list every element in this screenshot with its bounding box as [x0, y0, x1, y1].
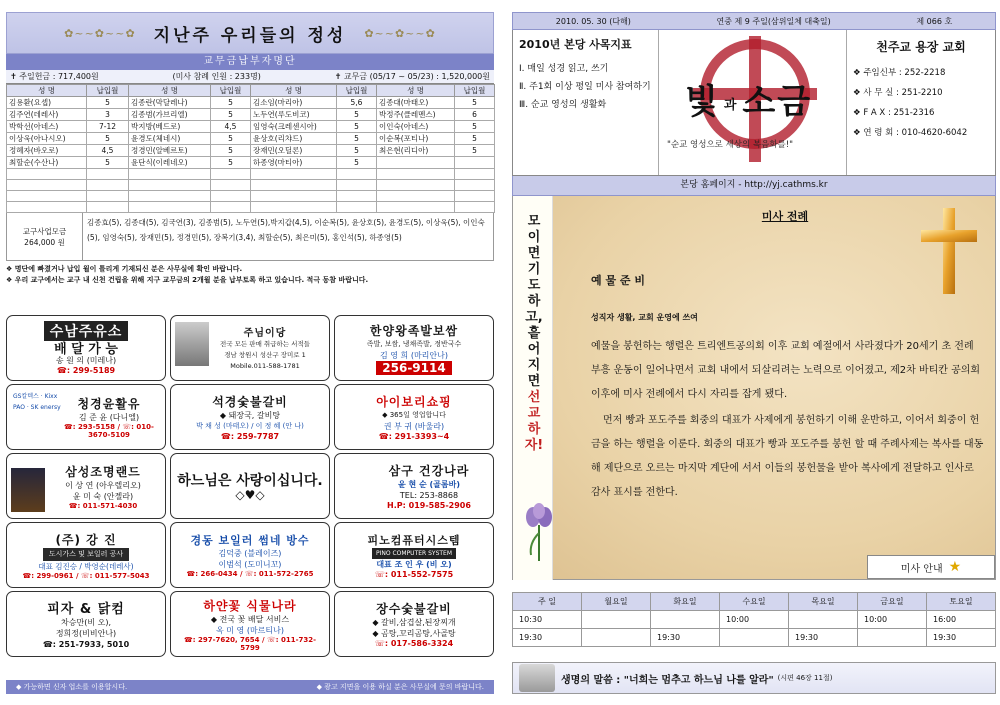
table-cell: 5: [455, 145, 495, 157]
special-fund-amount: 264,000 원: [24, 237, 65, 247]
ad-name: 삼성조명랜드: [65, 464, 141, 479]
ad-phone: ☎: 297-7620, 7654 / ☏: 011-732-5799: [184, 635, 316, 652]
table-cell: 6: [455, 109, 495, 121]
table-cell: [377, 157, 455, 169]
mass-time: [720, 629, 789, 647]
table-cell: 4,5: [211, 121, 251, 133]
table-cell: 윤상호(리챠드): [251, 133, 337, 145]
ad-line: 옥 미 영 (마르티나): [216, 625, 284, 635]
table-cell: [337, 202, 377, 213]
table-cell: [455, 157, 495, 169]
table-cell: [377, 202, 455, 213]
ad-name: 하얀꽃 식물나라: [203, 598, 297, 613]
ornament: ✿~~✿~~✿: [364, 26, 436, 40]
ad-card: [334, 315, 494, 381]
table-row: [7, 133, 495, 145]
masthead: [512, 30, 996, 176]
tithe-table: [6, 84, 495, 213]
word-of-life-text: 생명의 말씀 : "너희는 멈추고 하느님 나를 알라": [561, 674, 774, 686]
column-header: 성 명: [377, 85, 455, 97]
footer-note-1: ◆ 가능하면 신자 업소를 이용합시다.: [16, 683, 128, 691]
ad-phone: ☎: 291-3393~4: [378, 432, 450, 441]
ad-name: 삼구 건강나라: [388, 464, 470, 478]
table-cell: [251, 180, 337, 191]
book-icon: [175, 322, 209, 366]
goal-item: Ⅱ. 주1회 이상 평일 미사 참여하기: [519, 82, 651, 92]
ad-line: 김 영 희 (마리안나): [380, 350, 448, 360]
ad-line: 김덕중 (블레이즈): [218, 549, 282, 558]
ad-phone: ☏: 017-586-3324: [374, 639, 454, 648]
ad-line: 윤 현 순 (골롬바): [397, 480, 461, 489]
table-row: [7, 202, 495, 213]
ad-line: 권 부 귀 (바울라): [383, 422, 445, 431]
ad-phone: ☎: 251-7933, 5010: [42, 640, 130, 649]
day-header: 월요일: [582, 593, 651, 611]
right-page: [512, 12, 996, 694]
table-cell: [455, 180, 495, 191]
ad-line: 도시가스 및 보일러 공사: [43, 548, 129, 561]
ad-card: [6, 522, 166, 588]
ad-line: 정희정(비비안나): [55, 629, 117, 638]
ad-name: 하느님은 사랑이십니다.: [177, 472, 323, 489]
column-header: 납입월: [87, 85, 129, 97]
ad-brands: GS칼텍스 · Kixx PAO · SK enersy: [13, 393, 61, 411]
table-cell: 4,5: [87, 145, 129, 157]
table-cell: 5: [211, 109, 251, 121]
footer-note-2: ◆ 광고 지면을 이용 하실 분은 사무실에 문의 바랍니다.: [316, 683, 484, 691]
ad-name: 경동 보일러 썸네 방수: [190, 534, 310, 547]
schedule-body: [513, 611, 996, 647]
notice-2: ❖ 우리 교구에서는 교구 내 신천 건립을 위해 지구 교무금의 2개월 분을 납부토록 하고 있습니다. 적극 동참 바랍니다.: [6, 276, 369, 284]
article-paragraph: 먼저 빵과 포도주를 회중의 대표가 사제에게 봉헌하기 이해 운반하고, 이어서 회중이 헌금을 하는 행렬을 이룬다. 회중의 대표가 빵과 포도주를 봉헌 할 때 주례사제는 복사를 대동해 제단으로 오르는 마지막 계단에 서서 이들의 봉헌물을 받아 복사에게 전달하고 인사로 감사 표시를 전한다.: [591, 415, 984, 498]
table-cell: 박정주(클레멘스): [377, 109, 455, 121]
slogan-black: 모이면 기도하고, 흩어지면: [525, 214, 543, 389]
ad-phone: Mobile.011-588-1781: [230, 362, 300, 370]
mass-time: [582, 629, 651, 647]
ad-card: [6, 453, 166, 519]
logo-motto: "순교 영성으로 세상의 복음화를!": [667, 140, 794, 150]
table-row: [7, 97, 495, 109]
table-cell: [337, 191, 377, 202]
day-header: 목요일: [789, 593, 858, 611]
column-header: 납입월: [211, 85, 251, 97]
ad-phone: ☎: 011-571-4030: [68, 501, 138, 510]
table-cell: 5: [337, 145, 377, 157]
table-cell: 5: [337, 157, 377, 169]
schedule-row: [513, 629, 996, 647]
left-page: [6, 12, 494, 694]
ad-card: [170, 522, 330, 588]
title-band: [6, 12, 494, 54]
table-header: [7, 85, 495, 97]
table-cell: 5: [455, 97, 495, 109]
logo-word-light: 빛: [685, 82, 720, 122]
ad-line: 이 상 연 (아우렐리오): [65, 480, 141, 490]
portrait-image: [519, 664, 555, 692]
table-cell: [377, 191, 455, 202]
table-cell: [211, 191, 251, 202]
table-row: [7, 109, 495, 121]
table-cell: 5: [455, 133, 495, 145]
table-cell: 김종대(마태오): [377, 97, 455, 109]
ad-line: 윤 미 숙 (안젤라): [72, 491, 134, 501]
table-cell: [211, 202, 251, 213]
table-cell: [251, 202, 337, 213]
table-cell: 최할순(수산나): [7, 157, 87, 169]
mass-guide-tab: [867, 555, 995, 579]
page-title: 지난주 우리들의 정성: [153, 25, 347, 46]
ad-line: ◆ 돼장국, 갈비탕: [219, 411, 281, 420]
flower-icon: [521, 503, 557, 561]
ad-name: 한양왕족발보쌈: [369, 323, 459, 338]
issue-number: 제 066 호: [916, 16, 953, 26]
table-cell: 이인숙(아네스): [377, 121, 455, 133]
notice-1: ❖ 명단에 빠졌거나 납입 월이 틀리게 기재되신 분은 사무실에 확인 바랍니다.: [6, 265, 243, 273]
table-cell: 이순복(포티나): [377, 133, 455, 145]
table-cell: 김소임(마리아): [251, 97, 337, 109]
issue-date: 2010. 05. 30 (다해): [555, 16, 631, 26]
mass-time: [582, 611, 651, 629]
ad-phone: ☎: 299-5189: [56, 366, 116, 375]
mass-time: 19:30: [513, 629, 582, 647]
table-cell: 5: [337, 121, 377, 133]
table-cell: 5,6: [337, 97, 377, 109]
table-cell: 5: [337, 133, 377, 145]
notice: [6, 264, 494, 286]
ad-card: [170, 591, 330, 657]
word-of-life-ref: (시편 46장 11절): [777, 674, 833, 682]
ad-name: 피자 & 닭컴: [47, 602, 125, 617]
mass-time: [858, 629, 927, 647]
ad-line: ◆ 곰탕,꼬리곰탕,사골탕: [372, 629, 456, 638]
table-row: [7, 145, 495, 157]
ad-phone: ☎: 299-0961 / ☏: 011-577-5043: [22, 571, 150, 580]
table-cell: 임영숙(크레센시아): [251, 121, 337, 133]
tithe-total: ✝ 교무금 (05/17 ~ 05/23) : 1,520,000원: [334, 72, 490, 81]
article-paragraph: 예물을 봉헌하는 행렬은 트리엔트공의회 이후 교회 예절에서 사라졌다가 20세기 초 전례 부흥 운동이 일어나면서 교회 내에서 되살리려는 노력으로 이어졌고, 제2차 바티칸 공의회 이후에 미사 전례에서 다시 자리를 잡게 됐다.: [591, 341, 981, 400]
committee-band: 교무금납부자명단: [6, 54, 494, 70]
table-cell: 5: [87, 157, 129, 169]
ad-line: ◆ 전국 꽃 배달 서비스: [210, 614, 290, 624]
logo-word-salt: 소금: [742, 82, 813, 122]
table-cell: 최은현(리디아): [377, 145, 455, 157]
word-of-life: [512, 662, 996, 694]
star-icon: ★: [948, 559, 962, 575]
table-cell: [377, 169, 455, 180]
day-header: 금요일: [858, 593, 927, 611]
article-title: 미사 전례: [761, 210, 809, 223]
table-cell: 윤경도(체네시): [129, 133, 211, 145]
table-cell: [7, 180, 87, 191]
ad-phone: 256-9114: [376, 361, 451, 375]
special-fund: [6, 213, 494, 261]
ad-line: 배 달 가 능: [54, 342, 118, 357]
table-cell: 박학선(아네스): [7, 121, 87, 133]
table-cell: 하종영(마티아): [251, 157, 337, 169]
logo-wordmark: [685, 74, 812, 123]
table-cell: 노두연(루도비코): [251, 109, 337, 121]
goal-item: Ⅰ. 매일 성경 읽고, 쓰기: [519, 64, 609, 74]
column-header: 성 명: [251, 85, 337, 97]
liturgy-article-area: [512, 196, 996, 580]
mass-time: 19:30: [651, 629, 720, 647]
ad-line: 경남 창원시 성산구 장미로 1: [224, 351, 306, 359]
slogan-red: 선교하자!: [524, 390, 544, 453]
table-cell: 5: [87, 97, 129, 109]
table-cell: [129, 169, 211, 180]
goal-item: Ⅲ. 순교 영성의 생활화: [519, 100, 607, 110]
ornament: ✿~~✿~~✿: [64, 26, 136, 40]
day-header: 토요일: [927, 593, 996, 611]
attendance: (미사 참례 인원 : 233명): [172, 72, 261, 81]
mass-time: 10:30: [513, 611, 582, 629]
ad-card: [6, 384, 166, 450]
sunday-offering: ✝ 주일헌금 : 717,400원: [10, 72, 99, 81]
table-cell: 3: [87, 109, 129, 121]
ad-card: [170, 453, 330, 519]
ad-card: [334, 591, 494, 657]
ad-card: [6, 591, 166, 657]
ad-line: 전국 모든 판매 취급하는 서적들: [220, 340, 310, 348]
ad-line: 차승만(비 오),: [61, 618, 111, 627]
special-fund-names: 김종효(5), 김종대(5), 김국연(3), 김종범(5), 노두연(5),박지갑(4,5), 이순복(5), 윤상호(5), 윤경도(5), 이상욱(5), 이인숙(5), 임영숙(5), 장재민(5), 정경민(5), 장복기(3,4), 최할순(5), 최은미(5), 홍인석(5), 하종영(5): [87, 218, 485, 242]
mass-guide-label: 미사 안내: [900, 563, 943, 575]
article-lead: 성직자 생활, 교회 운영에 쓰여: [591, 313, 698, 322]
ad-name: 수남주유소: [44, 321, 129, 341]
church-name: 천주교 용장 교회: [876, 40, 966, 54]
ad-name: 석경숯불갈비: [212, 395, 288, 409]
table-cell: 5: [87, 133, 129, 145]
ad-phone: ☎: 293-5158 / ☏: 010-3670-5109: [64, 423, 154, 439]
ad-line: 대표 조 인 우 (비 오): [376, 559, 452, 569]
table-cell: [455, 169, 495, 180]
pastoral-goals: [513, 30, 659, 175]
column-header: 납입월: [455, 85, 495, 97]
table-cell: [377, 180, 455, 191]
table-row: [7, 169, 495, 180]
table-cell: [211, 180, 251, 191]
goals-title: 2010년 본당 사목지표: [519, 38, 632, 51]
table-row: [7, 191, 495, 202]
ad-card: [334, 522, 494, 588]
ad-card: [6, 315, 166, 381]
ad-line: 송 원 의 (미레나): [55, 356, 117, 365]
ad-line: 대표 김진승 / 박영순(데레사): [38, 561, 134, 571]
table-cell: 정혜자(바오로): [7, 145, 87, 157]
table-row: [7, 180, 495, 191]
ad-line: ◆ 365일 영업합니다: [382, 411, 446, 419]
homepage-link[interactable]: 본당 홈페이지 - http://yj.cathms.kr: [512, 176, 996, 196]
mass-time: 10:00: [858, 611, 927, 629]
church-info: [847, 30, 995, 175]
golden-cross-icon: [921, 208, 977, 294]
table-cell: [87, 180, 129, 191]
mass-time: 16:00: [927, 611, 996, 629]
mass-time: 19:30: [789, 629, 858, 647]
summary-row: [6, 70, 494, 84]
heart-icon: ◇♥◇: [235, 487, 265, 502]
table-cell: 5: [211, 157, 251, 169]
table-cell: [251, 191, 337, 202]
mass-time: 19:30: [927, 629, 996, 647]
table-cell: [87, 169, 129, 180]
table-cell: [455, 191, 495, 202]
special-fund-label: [7, 213, 83, 260]
liturgical-sunday: 연중 제 9 주일(삼위일체 대축일): [716, 16, 831, 26]
column-header: 성 명: [129, 85, 211, 97]
table-cell: [7, 202, 87, 213]
mass-time: [789, 611, 858, 629]
ad-line: 족발, 보쌈, 냉채족발, 정반국수: [366, 339, 462, 348]
ad-line: 김 준 윤 (다니엘): [78, 413, 140, 422]
table-cell: 윤단식(이레네오): [129, 157, 211, 169]
contact-line: ❖ F A X : 251-2316: [853, 108, 935, 118]
schedule-row: [513, 611, 996, 629]
ad-phone: ☏: 011-552-7575: [374, 569, 454, 579]
ad-phone: ☎: 259-7787: [220, 432, 280, 441]
table-cell: [87, 191, 129, 202]
article-subtitle: 예 물 준 비: [591, 274, 645, 287]
table-cell: 7-12: [87, 121, 129, 133]
lamp-icon: [11, 468, 45, 512]
table-cell: 이상욱(아나시오): [7, 133, 87, 145]
table-cell: 5: [211, 97, 251, 109]
contact-line: ❖ 주임신부 : 252-2218: [853, 68, 946, 78]
ad-name: (주) 강 진: [55, 532, 117, 547]
ad-name: 장수숯불갈비: [376, 602, 452, 616]
ad-name: 청경윤활유: [77, 397, 141, 411]
table-cell: [337, 180, 377, 191]
issue-header: [512, 12, 996, 30]
day-header: 화요일: [651, 593, 720, 611]
table-cell: 5: [211, 133, 251, 145]
table-row: [7, 121, 495, 133]
table-cell: 김종범(가브리엘): [129, 109, 211, 121]
table-cell: 김용환(요셉): [7, 97, 87, 109]
table-cell: [211, 169, 251, 180]
mass-time: 10:00: [720, 611, 789, 629]
table-cell: [7, 169, 87, 180]
ad-line: ◆ 갈비,삼겹살,된장찌개: [372, 618, 456, 627]
ad-line: PINO COMPUTER SYSTEM: [372, 548, 456, 559]
slogan: [523, 214, 545, 454]
column-header: 납입월: [337, 85, 377, 97]
table-cell: 5: [337, 109, 377, 121]
table-row: [7, 157, 495, 169]
ad-line: 이범석 (도미니꼬): [218, 560, 282, 569]
ad-card: [334, 384, 494, 450]
table-cell: 5: [455, 121, 495, 133]
left-footer: [6, 680, 494, 694]
schedule-header: [513, 593, 996, 611]
ad-name: 피노컴퓨터시스템: [367, 533, 461, 547]
logo-word-and: 과: [723, 98, 739, 113]
table-cell: [337, 169, 377, 180]
ad-phone: ☎: 266-0434 / ☏: 011-572-2765: [186, 570, 314, 578]
table-cell: [129, 191, 211, 202]
ad-phone: H.P: 019-585-2906: [387, 501, 471, 510]
table-cell: 5: [211, 145, 251, 157]
ad-name: 아이보리쇼핑: [376, 395, 452, 409]
ad-card: [170, 315, 330, 381]
table-body: [7, 97, 495, 213]
ad-line: TEL: 253-8868: [399, 491, 459, 500]
logo: [659, 30, 847, 175]
column-header: 성 명: [7, 85, 87, 97]
day-header: 수요일: [720, 593, 789, 611]
table-cell: [7, 191, 87, 202]
contact-line: ❖ 연 령 회 : 010-4620-6042: [853, 128, 968, 138]
ad-name: 주님이당: [243, 328, 287, 339]
mass-schedule: [512, 592, 996, 647]
contact-line: ❖ 사 무 실 : 251-2210: [853, 88, 943, 98]
ad-line: 박 채 성 (마태오) / 이 정 혜 (안 나): [196, 422, 304, 430]
ad-card: [170, 384, 330, 450]
table-cell: 박지방(베드로): [129, 121, 211, 133]
table-cell: [129, 180, 211, 191]
table-cell: [455, 202, 495, 213]
table-cell: [129, 202, 211, 213]
day-header: 주 일: [513, 593, 582, 611]
ads-grid: [6, 315, 494, 705]
table-cell: 김주연(데레사): [7, 109, 87, 121]
table-cell: 장재민(오딜론): [251, 145, 337, 157]
table-cell: 정경민(알베르토): [129, 145, 211, 157]
mass-time: [651, 611, 720, 629]
table-cell: 김종란(막달레나): [129, 97, 211, 109]
table-cell: [87, 202, 129, 213]
table-cell: [251, 169, 337, 180]
special-fund-title: 교구사업모금: [22, 226, 67, 236]
ad-card: [334, 453, 494, 519]
